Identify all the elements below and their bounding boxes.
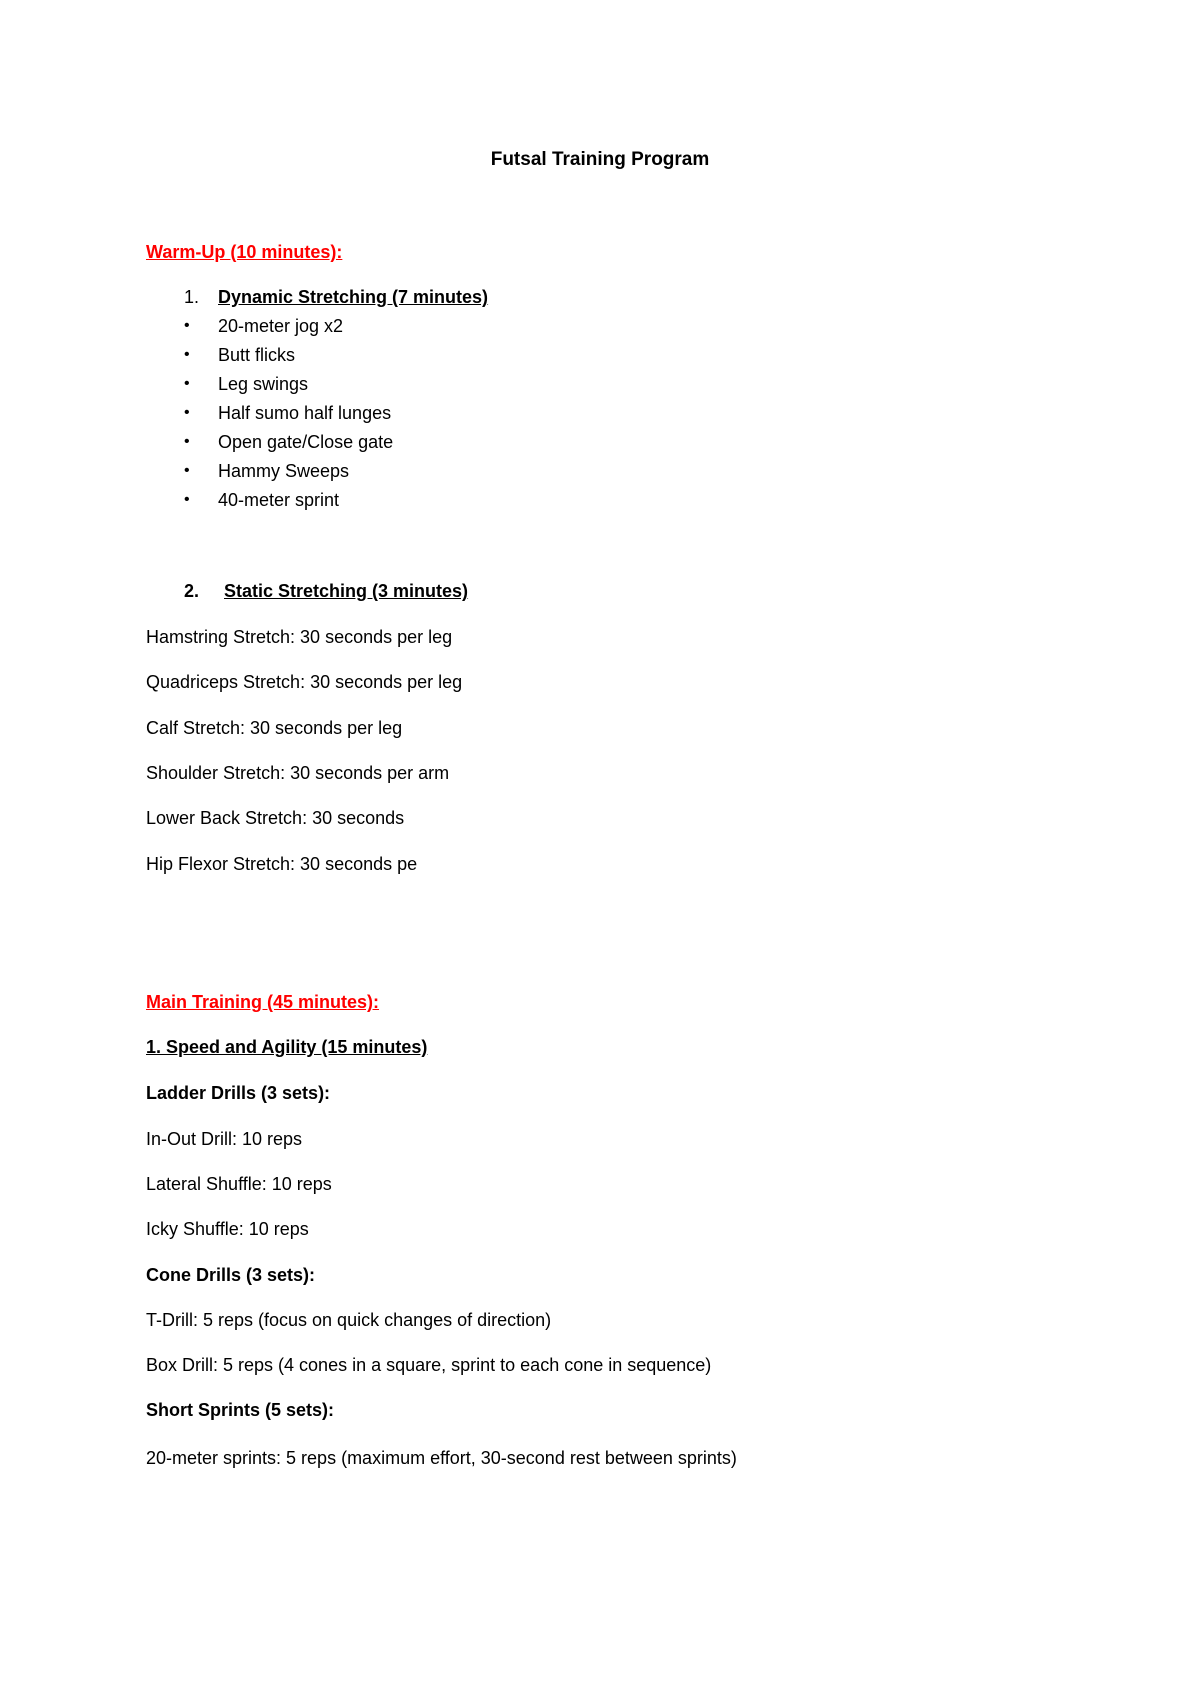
paragraph: T-Drill: 5 reps (focus on quick changes of direction) [146,1310,552,1330]
paragraph: Lateral Shuffle: 10 reps [146,1174,332,1194]
list-number: 2. [184,581,200,601]
bullet-icon: • [184,462,190,479]
paragraph: Shoulder Stretch: 30 seconds per arm [146,763,450,783]
cone-drills-heading: Cone Drills (3 sets): [146,1265,316,1285]
paragraph: Lower Back Stretch: 30 seconds [146,808,405,828]
paragraph: Quadriceps Stretch: 30 seconds per leg [146,672,463,692]
list-item: Half sumo half lunges [218,403,392,423]
bullet-icon: • [184,404,190,421]
short-sprints-heading: Short Sprints (5 sets): [146,1400,335,1420]
paragraph: Icky Shuffle: 10 reps [146,1219,309,1239]
paragraph: 20-meter sprints: 5 reps (maximum effort, 30-second rest between sprints) [146,1448,737,1468]
bullet-icon: • [184,375,190,392]
paragraph: In-Out Drill: 10 reps [146,1129,303,1149]
list-item: 40-meter sprint [218,490,340,510]
paragraph: Hip Flexor Stretch: 30 seconds pe [146,854,418,874]
list-item: Butt flicks [218,345,296,365]
dynamic-stretching-heading: Dynamic Stretching (7 minutes) [218,287,489,307]
list-item: Hammy Sweeps [218,461,350,481]
ladder-drills-heading: Ladder Drills (3 sets): [146,1083,331,1103]
static-stretching-heading: Static Stretching (3 minutes) [224,581,469,601]
list-item: Open gate/Close gate [218,432,394,452]
bullet-icon: • [184,491,190,508]
paragraph: Calf Stretch: 30 seconds per leg [146,718,403,738]
warmup-heading: Warm-Up (10 minutes): [146,242,343,262]
main-training-heading: Main Training (45 minutes): [146,992,380,1012]
bullet-icon: • [184,433,190,450]
bullet-icon: • [184,346,190,363]
list-item: Leg swings [218,374,309,394]
list-number: 1. [184,287,200,307]
paragraph: Hamstring Stretch: 30 seconds per leg [146,627,453,647]
list-item: 20-meter jog x2 [218,316,344,336]
bullet-icon: • [184,317,190,334]
speed-agility-heading: 1. Speed and Agility (15 minutes) [146,1037,428,1057]
page-title: Futsal Training Program [490,149,710,170]
paragraph: Box Drill: 5 reps (4 cones in a square, sprint to each cone in sequence) [146,1355,712,1375]
